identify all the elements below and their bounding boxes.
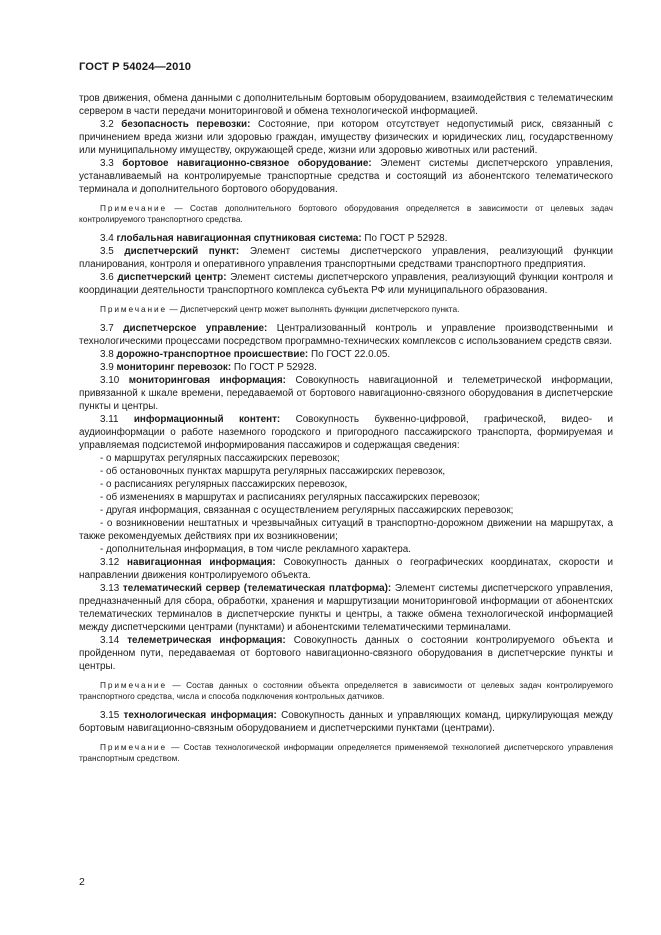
list-item: - о расписаниях регулярных пассажирских перевозок, — [100, 479, 348, 490]
list-item: - другая информация, связанная с осуществлением регулярных пассажирских перевозок; — [100, 505, 514, 516]
entry-number: 3.13 — [100, 583, 120, 594]
entry-text: Элемент системы диспетчерского управления, реализующий функции контроля и координации деятельности транспортного комплекса субъекта РФ или муниципального образования. — [79, 272, 614, 296]
entry-text: Элемент системы диспетчерского управления, устанавливаемый на контролируемые транспортные средства и состоящий из абонентского телематического терминала и дополнительного бортового оборудования. — [79, 158, 614, 195]
entry-3-11 — [79, 413, 613, 452]
entry-term: диспетчерский пункт: — [124, 246, 240, 257]
entry-3-9 — [79, 361, 613, 374]
entry-term: мониторинговая информация: — [128, 375, 286, 386]
list-item: - дополнительная информация, в том числе рекламного характера. — [100, 544, 411, 555]
note-dash: — — [169, 304, 178, 314]
note-dash: — — [174, 203, 183, 213]
entry-term: бортовое навигационно-связное оборудование: — [122, 158, 372, 169]
list-item: - о возникновении нештатных и чрезвычайных ситуаций в транспортно-дорожном движении на маршрутах, а также рекомендуемых действиях при их возникновении; — [79, 518, 613, 542]
entry-3-6 — [79, 271, 613, 297]
page-number: 2 — [79, 876, 85, 888]
entry-3-15 — [79, 709, 613, 735]
note-text: Состав данных о состоянии объекта определяется в зависимости от целевых задач контролируемого транспортного средства, числа и способа подключения контрольных датчиков. — [79, 680, 614, 701]
entry-number: 3.15 — [100, 710, 120, 721]
note-2 — [79, 304, 613, 315]
note-3 — [79, 680, 613, 702]
note-label: Примечание — [100, 304, 168, 314]
entry-text: Совокупность данных и управляющих команд, циркулирующая между бортовым навигационно-связным оборудованием и диспетчерскими пунктами (центрами). — [79, 710, 613, 734]
entry-number: 3.2 — [100, 119, 114, 130]
note-4 — [79, 742, 613, 764]
entry-number: 3.14 — [100, 635, 120, 646]
entry-3-2 — [79, 118, 613, 157]
note-label: Примечание — [100, 742, 168, 752]
entry-number: 3.5 — [100, 246, 114, 257]
entry-term: безопасность перевозки: — [121, 119, 251, 130]
entry-number: 3.11 — [100, 414, 119, 425]
entry-3-4 — [79, 232, 613, 245]
entry-term: диспетчерское управление: — [123, 323, 268, 334]
entry-3-10 — [79, 374, 613, 413]
entry-number: 3.4 — [100, 233, 114, 244]
entry-term: телематический сервер (телематическая платформа): — [122, 583, 392, 594]
intro-paragraph: тров движения, обмена данными с дополнительным бортовым оборудованием, взаимодействия с телематическим сервером в части передачи мониторинговой и обмена технологической информацией. — [79, 93, 613, 117]
entry-term: диспетчерский центр: — [117, 272, 227, 283]
entry-number: 3.9 — [100, 362, 114, 373]
entry-number: 3.8 — [100, 349, 114, 360]
note-dash: — — [172, 680, 181, 690]
entry-term: глобальная навигационная спутниковая система: — [116, 233, 362, 244]
entry-text: По ГОСТ Р 52928. — [233, 362, 317, 373]
entry-text: Совокупность буквенно-цифровой, графической, видео- и аудиоинформации о работе наземного городского и пригородного пассажирского транспорта, формируемая и управляемая подсистемой информирования пассажиров и содержащая сведения: — [79, 414, 613, 451]
content-list — [79, 452, 613, 556]
entry-3-5 — [79, 245, 613, 271]
list-item: - об остановочных пунктах маршрута регулярных пассажирских перевозок, — [100, 466, 446, 477]
entry-text: Элемент системы диспетчерского управления, реализующий функции планирования, контроля и оперативного управления транспортными средствами транспортного предприятия. — [79, 246, 614, 270]
entry-number: 3.12 — [100, 557, 120, 568]
note-1 — [79, 203, 613, 225]
note-text: Диспетчерский центр может выполнять функции диспетчерского пункта. — [179, 304, 460, 314]
entry-text: Совокупность данных о состоянии контролируемого объекта и пройденном пути, передаваемая от бортового навигационно-связного оборудования в диспетчерские пункты и центры. — [79, 635, 614, 672]
entry-3-13 — [79, 582, 613, 634]
entry-number: 3.10 — [100, 375, 120, 386]
note-text: Состав дополнительного бортового оборудования определяется в зависимости от целевых задач контролируемого транспортного средства. — [79, 203, 613, 224]
entry-text: Централизованный контроль и управление производственными и технологическими процессами посредством программно-технических комплексов с использованием средств связи. — [79, 323, 613, 347]
note-label: Примечание — [100, 203, 168, 213]
entry-3-14 — [79, 634, 613, 673]
entry-text: Совокупность навигационной и телеметрической информации, привязанной к шкале времени, передаваемой от бортового навигационно-связного оборудования в диспетчерские пункты и центры. — [79, 375, 614, 412]
entry-3-3 — [79, 157, 613, 196]
entry-number: 3.3 — [100, 158, 114, 169]
note-label: Примечание — [100, 680, 168, 690]
entry-text: По ГОСТ Р 52928. — [364, 233, 448, 244]
entry-text: Совокупность данных о географических координатах, скорости и направлении движения контролируемого объекта. — [79, 557, 613, 581]
entry-text: Элемент системы диспетчерского управления, предназначенный для сбора, обработки, хранения и маршрутизации мониторинговой информации от абонентских телематических терминалов в диспетчерские пункты и центры, а также обмена технологической информацией между диспетчерскими центрами (пунктами) и абонентскими телематическими терминалами. — [79, 583, 613, 633]
document-body — [79, 92, 613, 771]
entry-term: дорожно-транспортное происшествие: — [116, 349, 309, 360]
entry-text: По ГОСТ 22.0.05. — [310, 349, 391, 360]
entry-term: технологическая информация: — [123, 710, 277, 721]
entry-term: навигационная информация: — [127, 557, 276, 568]
entry-number: 3.7 — [100, 323, 114, 334]
entry-term: информационный контент: — [133, 414, 281, 425]
list-item: - о маршрутах регулярных пассажирских перевозок; — [100, 453, 340, 464]
entry-3-8 — [79, 348, 613, 361]
entry-number: 3.6 — [100, 272, 114, 283]
entry-3-7 — [79, 322, 613, 348]
list-item: - об изменениях в маршрутах и расписаниях регулярных пассажирских перевозок; — [100, 492, 480, 503]
note-dash: — — [171, 742, 180, 752]
note-text: Состав технологической информации определяется применяемой технологией диспетчерского управления транспортным средством. — [79, 742, 613, 763]
document-header: ГОСТ Р 54024—2010 — [79, 61, 192, 73]
entry-term: телеметрическая информация: — [127, 635, 286, 646]
entry-3-12 — [79, 556, 613, 582]
entry-text: Состояние, при котором отсутствует недопустимый риск, связанный с причинением вреда жизни или здоровью граждан, имуществу физических и юридических лиц, государственному или муниципальному имуществу, окружающей среде, жизни или здоровью животных или растений. — [79, 119, 613, 156]
entry-term: мониторинг перевозок: — [116, 362, 232, 373]
